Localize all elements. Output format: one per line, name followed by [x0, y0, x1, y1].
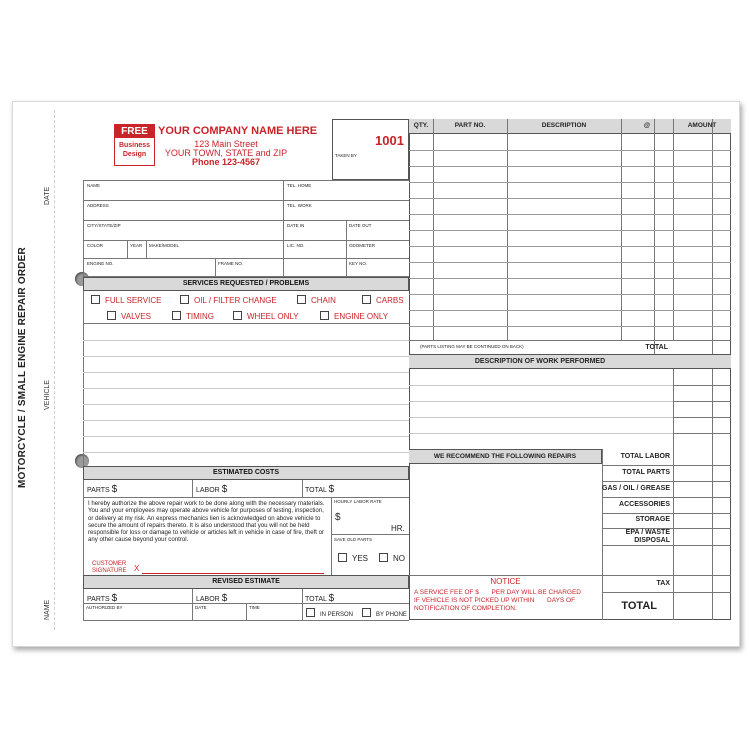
est-labor: LABOR $ [196, 484, 228, 495]
service-carbs[interactable]: CARBS [362, 295, 404, 305]
company-phone: Phone 123-4567 [191, 157, 261, 167]
checkbox[interactable] [338, 553, 347, 562]
authorization-text: I hereby authorize the above repair work to be done along with the necessary materials. You and your employees may operate above vehicle for purposes of testing, inspection, or delivery at my risk. An express mechanics lien is acknowledged on above vehicle to secure the amount of repairs thereto. It is also understood that you will not be held responsible for loss or damage to vehicle or articles left in vehicle in case of fire, theft or any other cause beyond your control. [88, 500, 325, 544]
notice-text: A SERVICE FEE OF $ PER DAY WILL BE CHARGED IF VEHICLE IS NOT PICKED UP WITHIN DAYS OF NOTIFICATION OF COMPLETION. [414, 589, 582, 612]
parts-column-line [712, 119, 713, 354]
total-labor-label: TOTAL LABOR [620, 453, 670, 460]
revised-estimate-header: REVISED ESTIMATE [83, 575, 409, 589]
checkbox[interactable] [91, 295, 100, 304]
by-phone-option[interactable]: BY PHONE [362, 608, 407, 618]
totals-row-line [602, 513, 731, 514]
gas-oil-grease-label: GAS / OIL / GREASE [602, 485, 670, 492]
authorized-by-label: AUTHORIZED BY [86, 605, 123, 610]
parts-row-line [409, 278, 731, 279]
totals-row-line [602, 497, 731, 498]
checkbox[interactable] [379, 553, 388, 562]
services-header: SERVICES REQUESTED / PROBLEMS [83, 277, 409, 291]
side-vehicle-label: VEHICLE [44, 380, 51, 410]
parts-row-line [409, 326, 731, 327]
company-logo [114, 124, 155, 166]
parts-row-line [409, 294, 731, 295]
work-row-line [409, 417, 673, 418]
lic-no-label: LIC. NO. [287, 243, 305, 248]
company-name: YOUR COMPANY NAME HERE [158, 125, 318, 137]
taken-by-label: TAKEN BY [335, 153, 357, 158]
hourly-rate-dollar: $ [335, 512, 341, 523]
work-row-line [409, 401, 673, 402]
hr-label: HR. [391, 524, 405, 533]
parts-row-line [409, 310, 731, 311]
parts-row-line [409, 262, 731, 263]
total-parts-label: TOTAL PARTS [622, 469, 670, 476]
checkbox[interactable] [306, 608, 315, 617]
address-label: ADDRESS [87, 203, 109, 208]
parts-row-line [409, 166, 731, 167]
company-city: YOUR TOWN, STATE and ZIP [164, 148, 288, 158]
tax-label: TAX [656, 580, 670, 587]
totals-row-line [602, 592, 731, 593]
col-at: @ [643, 122, 651, 129]
hourly-rate-label: HOURLY LABOR RATE [334, 499, 382, 504]
company-street: 123 Main Street [194, 139, 258, 149]
make-model-label: MAKE/MODEL [149, 243, 180, 248]
parts-total-label: TOTAL [645, 344, 668, 351]
parts-row-line [409, 182, 731, 183]
col-description: DESCRIPTION [541, 122, 587, 129]
service-full-service[interactable]: FULL SERVICE [91, 295, 161, 305]
parts-row-line [409, 230, 731, 231]
totals-row-line [602, 465, 731, 466]
work-row-line [409, 385, 673, 386]
perforation-line [54, 110, 55, 630]
epa-waste-label: EPA / WASTE DISPOSAL [625, 529, 670, 544]
estimated-costs-header: ESTIMATED COSTS [83, 466, 409, 480]
totals-row-line [602, 481, 731, 482]
checkbox[interactable] [362, 295, 371, 304]
engine-no-label: ENGINE NO. [87, 261, 114, 266]
parts-row-line [409, 150, 731, 151]
rev-labor: LABOR $ [196, 593, 228, 604]
date-out-label: DATE OUT [349, 223, 372, 228]
color-label: COLOR [87, 243, 104, 248]
key-no-label: KEY NO. [349, 261, 368, 266]
in-person-option[interactable]: IN PERSON [306, 608, 353, 618]
logo-free-text: FREE [115, 125, 154, 138]
checkbox[interactable] [320, 311, 329, 320]
year-label: YEAR [130, 243, 143, 248]
checkbox[interactable] [233, 311, 242, 320]
totals-row-line [602, 575, 731, 576]
service-chain[interactable]: CHAIN [297, 295, 336, 305]
service-valves[interactable]: VALVES [107, 311, 151, 321]
service-timing[interactable]: TIMING [172, 311, 214, 321]
logo-line-2: Design [122, 151, 147, 158]
name-label: NAME [87, 183, 101, 188]
order-number: 1001 [375, 133, 404, 148]
amount-column-line [673, 369, 674, 620]
service-wheel-only[interactable]: WHEEL ONLY [233, 311, 299, 321]
checkbox[interactable] [362, 608, 371, 617]
parts-column-line [654, 119, 655, 354]
checkbox[interactable] [172, 311, 181, 320]
checkbox[interactable] [180, 295, 189, 304]
tel-home-label: TEL. HOME [287, 183, 312, 188]
amount-row-line [673, 417, 731, 418]
amount-row-line [673, 401, 731, 402]
rev-total: TOTAL $ [305, 593, 335, 604]
rev-date-label: DATE [195, 605, 207, 610]
work-performed-header: DESCRIPTION OF WORK PERFORMED [409, 354, 731, 369]
save-old-parts-label: SAVE OLD PARTS [334, 537, 373, 542]
rev-time-label: TIME [249, 605, 260, 610]
col-qty: QTY. [413, 122, 429, 129]
parts-row-line [409, 198, 731, 199]
col-amount: AMOUNT [687, 122, 717, 129]
odometer-label: ODOMETER [349, 243, 376, 248]
checkbox[interactable] [297, 295, 306, 304]
parts-continued-note: (PARTS LISTING MAY BE CONTINUED ON BACK) [420, 344, 524, 349]
cents-column-line [712, 369, 713, 620]
accessories-label: ACCESSORIES [619, 501, 670, 508]
est-parts: PARTS $ [87, 484, 118, 495]
form-title: MOTORCYCLE / SMALL ENGINE REPAIR ORDER [17, 247, 28, 488]
parts-row-line [409, 246, 731, 247]
save-parts-no[interactable]: NO [379, 553, 405, 563]
side-name-label: NAME [44, 599, 51, 620]
order-number-box [332, 119, 409, 180]
col-part-no: PART NO. [454, 122, 486, 129]
service-oil-filter-change[interactable]: OIL / FILTER CHANGE [180, 295, 277, 305]
parts-row-line [409, 214, 731, 215]
grand-total-label: TOTAL [621, 600, 657, 612]
rev-parts: PARTS $ [87, 593, 118, 604]
notice-title: NOTICE [490, 577, 521, 586]
amount-row-line [673, 385, 731, 386]
signature-line[interactable] [142, 573, 324, 574]
recommend-header: WE RECOMMEND THE FOLLOWING REPAIRS [409, 449, 602, 464]
signature-x: X [134, 564, 140, 573]
customer-signature-label: CUSTOMER SIGNATURE [92, 561, 127, 574]
date-in-label: DATE IN [287, 223, 305, 228]
logo-line-1: Business [118, 142, 151, 149]
checkbox[interactable] [107, 311, 116, 320]
tel-work-label: TEL. WORK [287, 203, 312, 208]
city-state-zip-label: CITY/STATE/ZIP [87, 223, 121, 228]
save-parts-yes[interactable]: YES [338, 553, 368, 563]
work-row-line [409, 433, 673, 434]
service-engine-only[interactable]: ENGINE ONLY [320, 311, 388, 321]
frame-no-label: FRAME NO. [218, 261, 244, 266]
amount-row-line [673, 433, 731, 434]
est-total: TOTAL $ [305, 484, 335, 495]
side-date-label: DATE [44, 186, 51, 205]
totals-row-line [602, 545, 731, 546]
storage-label: STORAGE [635, 516, 670, 523]
